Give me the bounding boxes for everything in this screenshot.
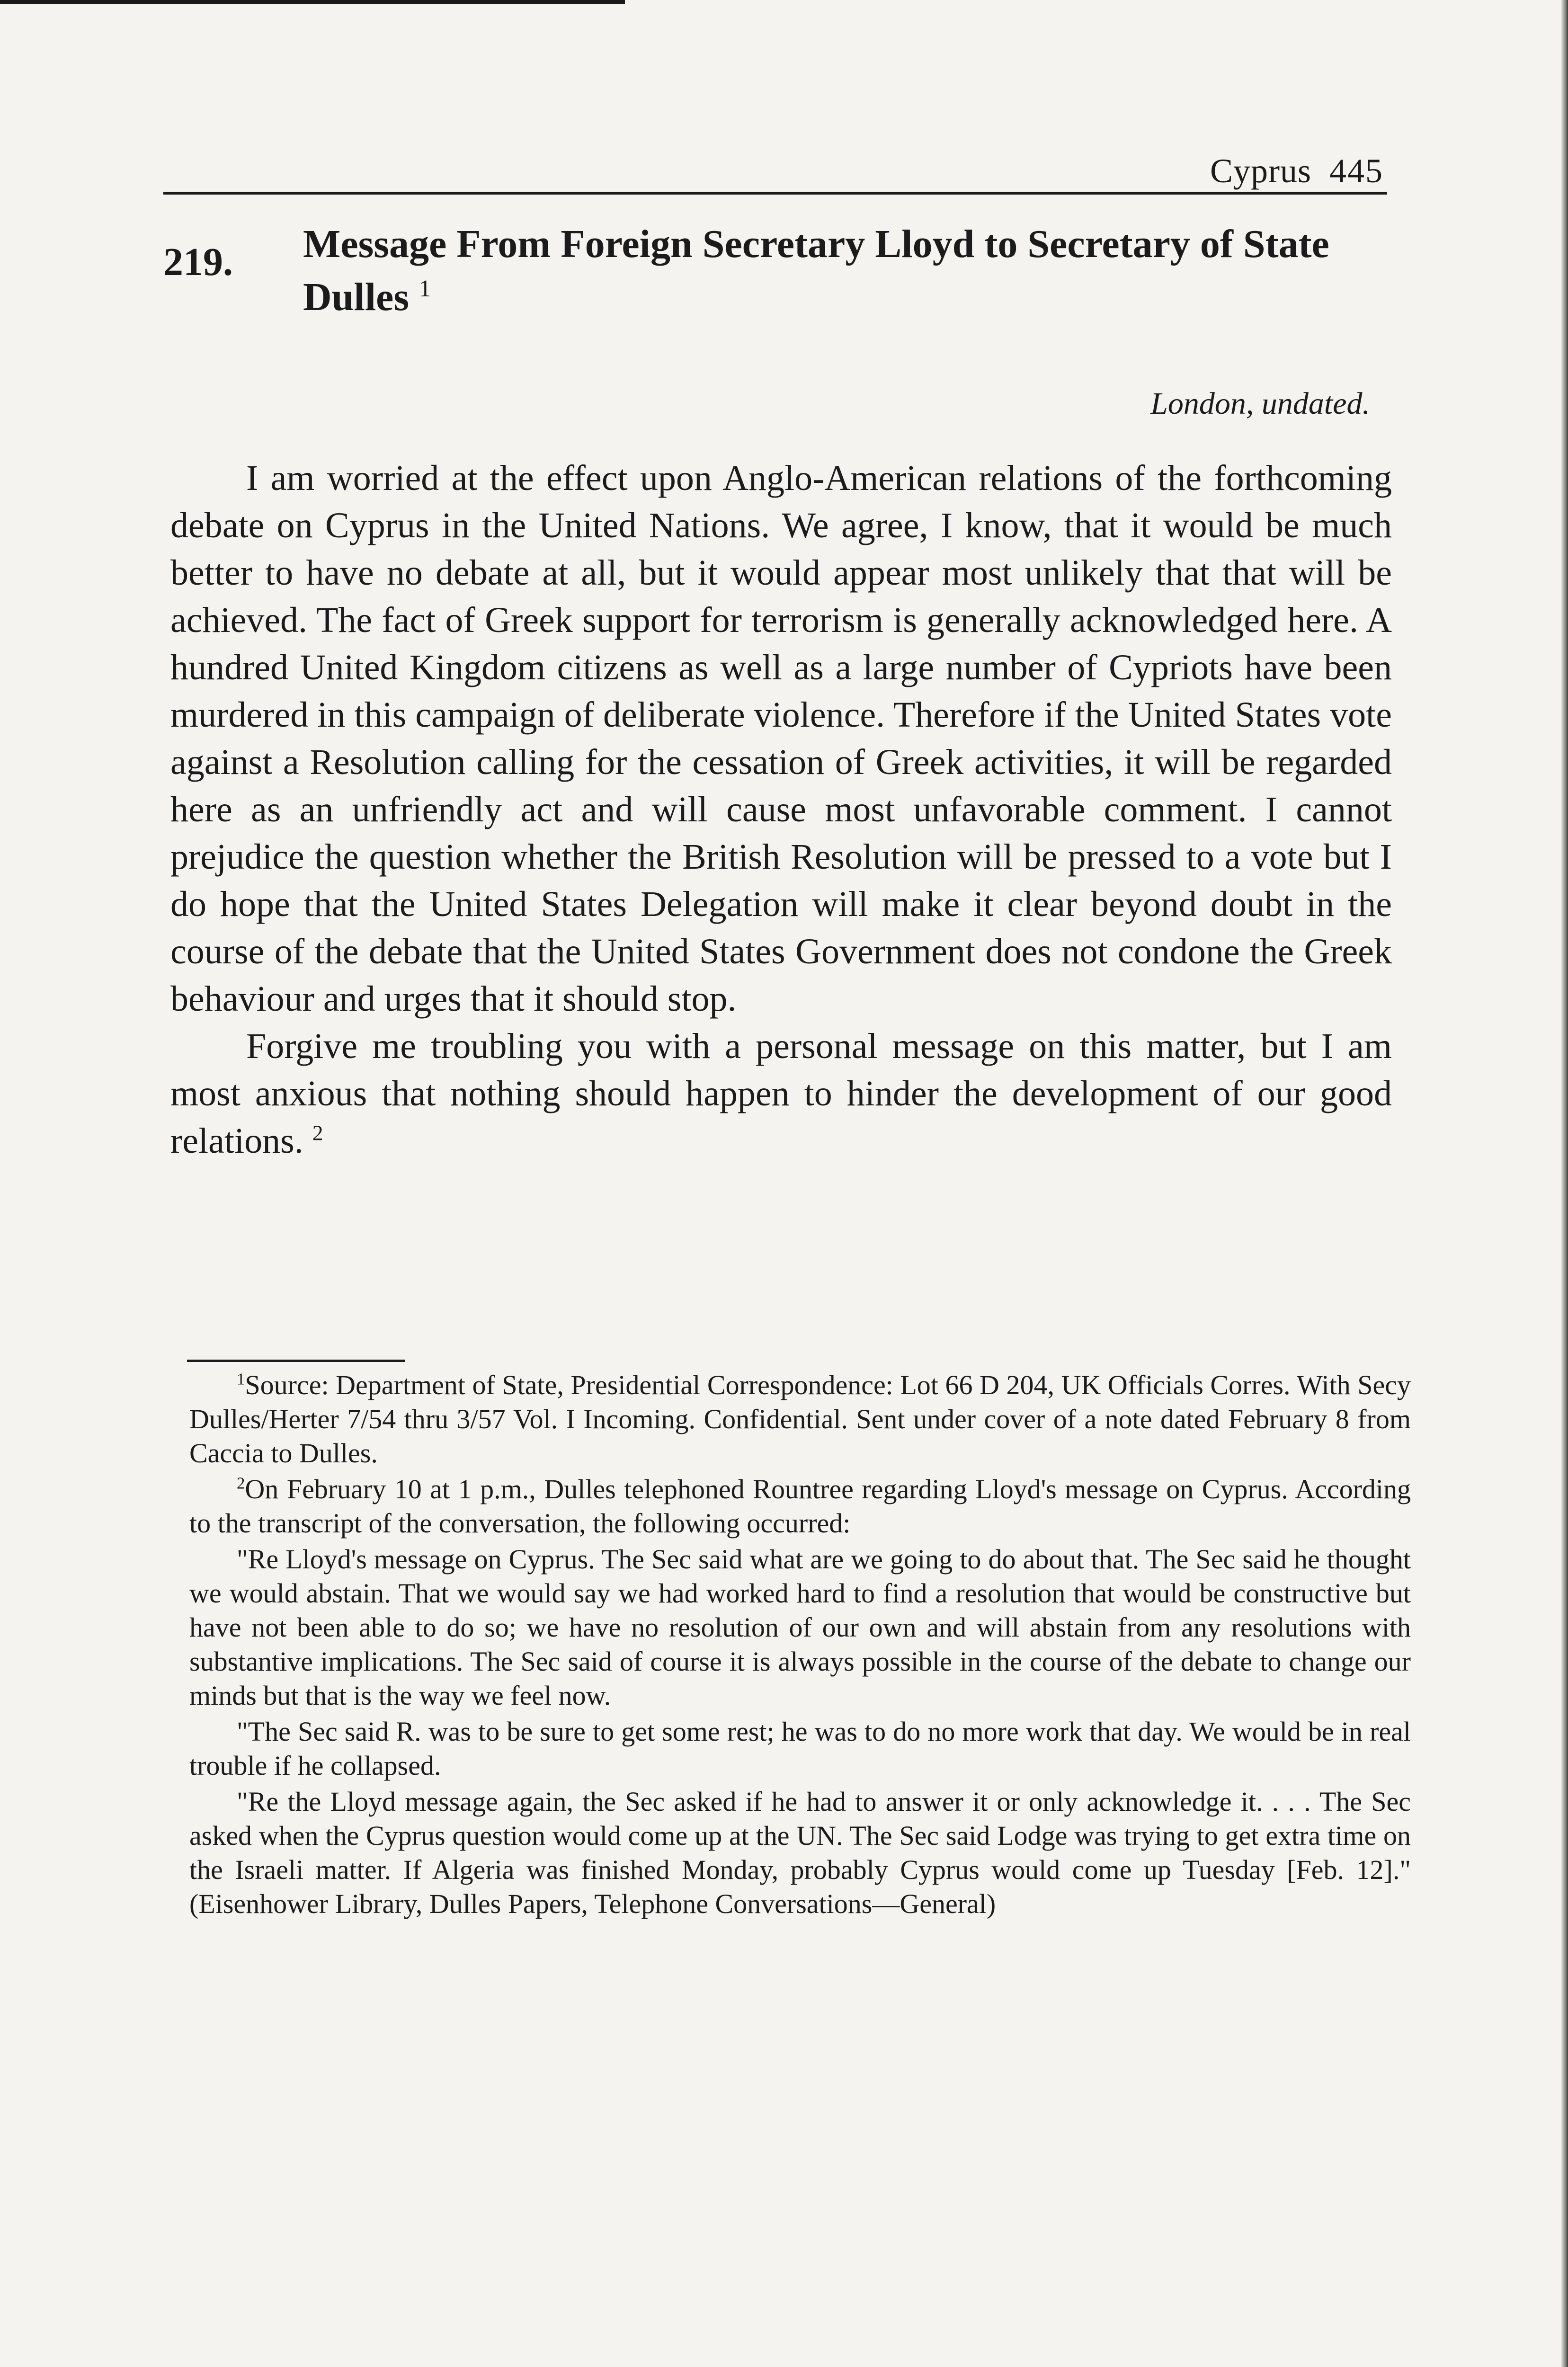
footnote-2-quote-2: "The Sec said R. was to be sure to get some rest; he was to do no more work that day. We would be in real trouble if he collapsed. [189, 1716, 1411, 1781]
footnote-divider [187, 1360, 405, 1362]
footnote-2-quote-1: "Re Lloyd's message on Cyprus. The Sec said what are we going to do about that. The Sec said he thought we would abstain. That we would say we had worked hard to find a resolution that would be constructive but have not been able to do so; we have no resolution of our own and will abstain from any resolutions with substantive implications. The Sec said of course it is always possible in the course of the debate to change our minds but that is the way we feel now. [189, 1544, 1411, 1711]
body-paragraph-2 [170, 1023, 1392, 1165]
scan-page-edge [1561, 0, 1568, 2367]
page-number: 445 [1329, 152, 1383, 190]
body-paragraph-2-text: Forgive me troubling you with a personal message on this matter, but I am most anxious that nothing should happen to hinder the development of our good relations. [170, 1026, 1392, 1161]
footnote-1-text: Source: Department of State, Presidential Correspondence: Lot 66 D 204, UK Officials Corres. With Secy Dulles/Herter 7/54 thru 3/57 Vol. I Incoming. Confidential. Sent under cover of a note dated February 8 from Caccia to Dulles. [189, 1370, 1411, 1468]
footnote-2-quote-3: "Re the Lloyd message again, the Sec asked if he had to answer it or only acknowledge it. . . . The Sec asked when the Cyprus question would come up at the UN. The Sec said Lodge was trying to get extra time on the Israeli matter. If Algeria was finished Monday, probably Cyprus would come up Tuesday [Feb. 12]." (Eisenhower Library, Dulles Papers, Telephone Conversations—General) [189, 1786, 1411, 1919]
title-footnote-ref[interactable]: 1 [419, 275, 431, 302]
document-title-text: Message From Foreign Secretary Lloyd to Secretary of State Dulles [303, 222, 1329, 319]
body-footnote-ref[interactable]: 2 [312, 1121, 323, 1145]
footnotes [189, 1368, 1411, 1921]
footnote-2-marker: 2 [237, 1474, 245, 1493]
running-title: Cyprus [1210, 152, 1311, 190]
footnote-1-marker: 1 [237, 1370, 245, 1388]
footnote-2 [189, 1472, 1411, 1540]
body-paragraph-1: I am worried at the effect upon Anglo-American relations of the forthcoming debate on Cyprus in the United Nations. We agree, I know, that it would be much better to have no debate at all, but it would appear most unlikely that that will be achieved. The fact of Greek support for terrorism is generally acknowledged here. A hundred United Kingdom citizens as well as a large number of Cypriots have been murdered in this campaign of deliberate violence. Therefore if the United States vote against a Resolution calling for the cessation of Greek activities, it will be regarded here as an unfriendly act and will cause most unfavorable comment. I cannot prejudice the question whether the British Resolution will be pressed to a vote but I do hope that the United States Delegation will make it clear beyond doubt in the course of the debate that the United States Government does not condone the Greek behaviour and urges that it should stop. [170, 458, 1392, 1019]
message-body [170, 454, 1392, 1165]
document-title [303, 218, 1345, 324]
page-header [163, 135, 1387, 195]
place-date: London, undated. [1150, 386, 1370, 421]
document-number: 219. [163, 240, 233, 284]
footnote-1 [189, 1368, 1411, 1470]
footnote-2-text: On February 10 at 1 p.m., Dulles telephoned Rountree regarding Lloyd's message on Cyprus. According to the transcript of the conversation, the following occurred: [189, 1474, 1411, 1539]
scan-top-rule [0, 0, 625, 4]
